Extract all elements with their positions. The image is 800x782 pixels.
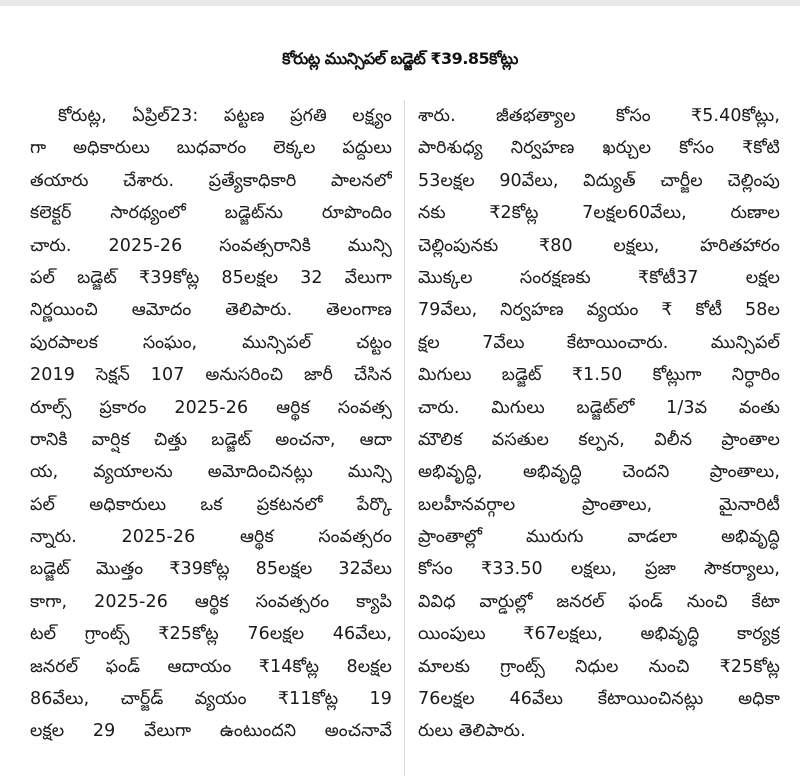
article-text-line: 76లక్షల 46వేలు కేటాయించినట్లు అధికా: [418, 689, 780, 710]
article-text-line: కలెక్టర్ సారథ్యంలో బడ్జెట్‌ను రూపొందిం: [30, 203, 392, 224]
article-column-right: [418, 100, 780, 776]
article-text-line: శారు. జీతభత్యాల కోసం ₹5.40కోట్లు,: [418, 106, 780, 126]
article-text-line: చారు. 2025-26 సంవత్సరానికి మున్సి: [30, 235, 392, 256]
article-text-line: బలహీనవర్గాల ప్రాంతాలు, మైనారిటీ: [418, 494, 780, 515]
article-text-line: మిగులు బడ్జెట్ ₹1.50 కోట్లుగా నిర్ధారిం: [418, 365, 780, 386]
article-body: [30, 100, 780, 776]
article-text-line: నిర్ణయించి ఆమోదం తెలిపారు. తెలంగాణ: [30, 300, 392, 321]
article-text-line: 79వేలు, నిర్వహణ వ్యయం ₹ కోటీ 58ల: [418, 300, 780, 321]
article-text-line: కాగా, 2025-26 ఆర్థిక సంవత్సరం క్యాపి: [30, 591, 392, 612]
article-text-line: కోసం ₹33.50 లక్షలు, ప్రజా సౌకర్యాలు,: [418, 559, 780, 580]
article-text-line: వివిధ వార్డుల్లో జనరల్ ఫండ్ నుంచి కేటా: [418, 591, 780, 612]
article-text-line: పల్ బడ్జెట్ ₹39కోట్ల 85లక్షల 32 వేలుగా: [30, 267, 392, 288]
article-text-line: చెల్లింపునకు ₹80 లక్షలు, హరితహారం: [418, 235, 780, 256]
article-text-line: కోరుట్ల, ఏప్రిల్23: పట్టణ ప్రగతి లక్ష్యం: [58, 106, 392, 126]
article-text-line: నకు ₹2కోట్ల 7లక్షల60వేలు, రుణాల: [418, 203, 780, 224]
article-text-line: 86వేలు, చార్జ్‌డ్ వ్యయం ₹11కోట్ల 19: [30, 689, 392, 710]
article-text-line: లక్షల 29 వేలుగా ఉంటుందని అంచనావే: [30, 721, 392, 742]
top-edge-strip: [0, 0, 800, 6]
article-text-line: మౌలిక వసతుల కల్పన, విలీన ప్రాంతాల: [418, 429, 780, 450]
article-text-line: తయారు చేశారు. ప్రత్యేకాధికారి పాలనలో: [30, 170, 392, 191]
article-text-line: పల్ అధికారులు ఒక ప్రకటనలో పేర్కొ: [30, 494, 392, 515]
article-text-line: పురపాలక సంఘం, మున్సిపల్ చట్టం: [30, 332, 392, 353]
article-text-line: 2019 సెక్షన్ 107 అనుసరించి జారీ చేసిన: [30, 365, 392, 386]
article-text-line: యింపులు ₹67లక్షలు, అభివృద్ధి కార్యక్ర: [418, 624, 780, 645]
article-text-line: బడ్జెట్ మొత్తం ₹39కోట్ల 85లక్షల 32వేలు: [30, 559, 392, 580]
article-text-line: ప్రాంతాల్లో మురుగు వాడలా అభివృద్ధి: [418, 527, 780, 548]
article-column-left: [30, 100, 392, 776]
article-text-line: పారిశుధ్య నిర్వహణ ఖర్చుల కోసం ₹కోటి: [418, 138, 780, 159]
article-text-line: గా అధికారులు బుధవారం లెక్కల పద్దులు: [30, 138, 392, 159]
article-text-line: య, వ్యయాలను అమోదించినట్లు మున్సి: [30, 462, 392, 483]
article-text-line: 53లక్షల 90వేలు, విద్యుత్ చార్జీల చెల్లింపు: [418, 170, 780, 191]
article-headline: కోరుట్ల మున్సిపల్ బడ్జెట్ ₹39.85కోట్లు: [282, 49, 518, 69]
article-text-line: రులు తెలిపారు.: [418, 721, 526, 742]
article-text-line: చారు. మిగులు బడ్జెట్‌లో 1/3వ వంతు: [418, 397, 780, 418]
article-text-line: క్షల 7వేలు కేటాయించారు. మున్సిపల్: [418, 332, 780, 353]
column-divider: [404, 100, 405, 776]
article-text-line: అభివృద్ధి, అభివృద్ధి చెందని ప్రాంతాలు,: [418, 462, 780, 483]
article-text-line: టల్ గ్రాంట్స్ ₹25కోట్ల 76లక్షల 46వేలు,: [30, 624, 392, 645]
article-text-line: రూల్స్ ప్రకారం 2025-26 ఆర్థిక సంవత్స: [30, 397, 392, 418]
article-text-line: రానికి వార్షిక చిత్తు బడ్జెట్ అంచనా, ఆదా: [30, 429, 392, 450]
article-text-line: జనరల్ ఫండ్ ఆదాయం ₹14కోట్ల 8లక్షల: [30, 656, 392, 677]
article-text-line: మొక్కల సంరక్షణకు ₹కోటీ37 లక్షల: [418, 267, 780, 288]
article-text-line: మాలకు గ్రాంట్స్ నిధుల నుంచి ₹25కోట్ల: [418, 656, 780, 677]
article-text-line: న్నారు. 2025-26 ఆర్థిక సంవత్సరం: [30, 527, 392, 548]
